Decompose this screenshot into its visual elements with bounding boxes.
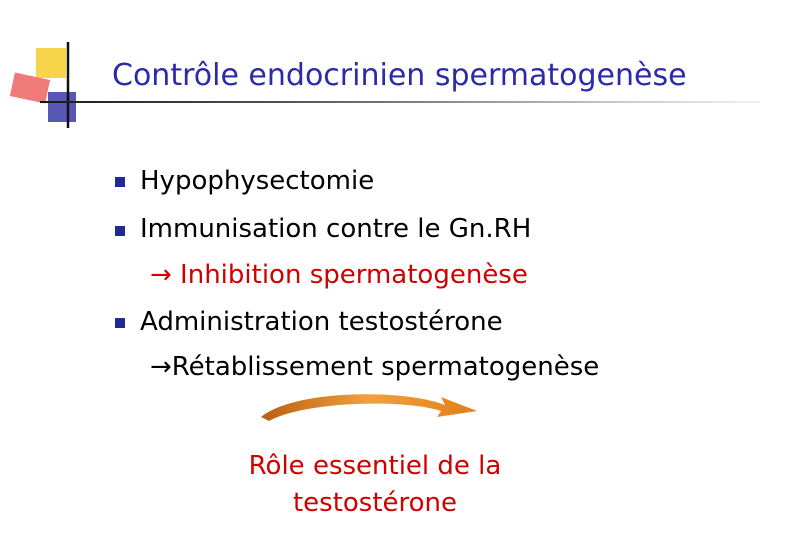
bullet-square-icon <box>115 318 125 328</box>
bullet-square-icon <box>115 226 125 236</box>
result-inhibition: → Inhibition spermatogenèse <box>150 260 528 290</box>
bullet-item-administration: Administration testostérone <box>140 307 503 337</box>
logo-blue-square <box>48 92 76 122</box>
title-underline <box>42 101 760 103</box>
result-retablissement: →Rétablissement spermatogenèse <box>150 352 600 382</box>
slide-logo <box>10 40 110 130</box>
slide-title: Contrôle endocrinien spermatogenèse <box>112 58 687 93</box>
bullet-square-icon <box>115 177 125 187</box>
curved-arrow-icon <box>255 387 485 427</box>
logo-yellow-square <box>36 48 66 78</box>
bullet-item-hypophysectomie: Hypophysectomie <box>140 166 375 196</box>
conclusion-text <box>210 448 540 522</box>
conclusion-line-1: Rôle essentiel de la <box>248 451 502 481</box>
conclusion-line-2: testostérone <box>292 488 458 518</box>
bullet-item-immunisation: Immunisation contre le Gn.RH <box>140 214 532 244</box>
